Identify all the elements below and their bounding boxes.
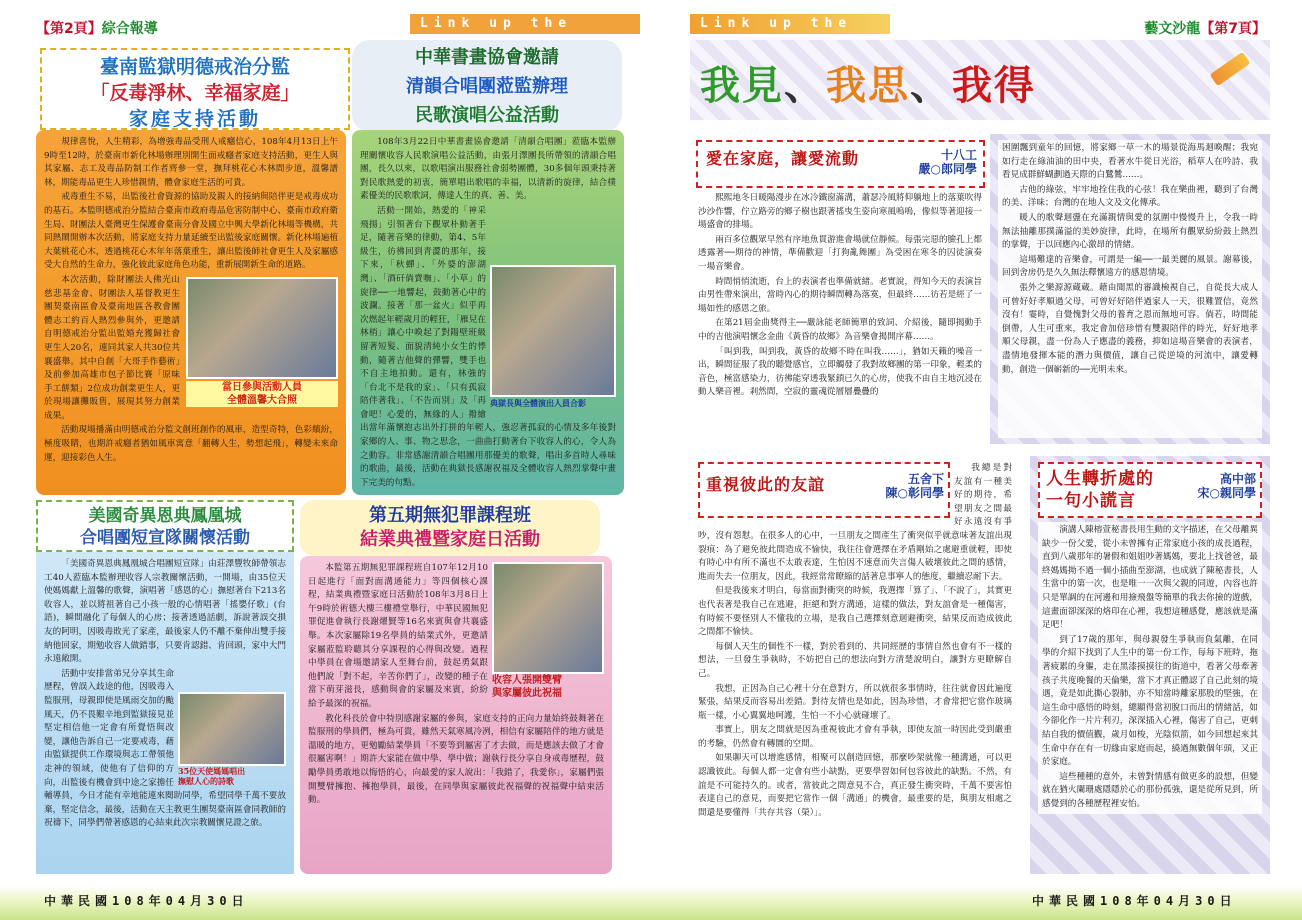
caption-d: 收容人張開雙臂 與家屬彼此祝福 — [492, 675, 562, 699]
article-a — [36, 130, 346, 495]
title-b-line3: 民歌演唱公益活動 — [415, 105, 559, 126]
article-a-p3: 本次活動，除財團法人佛光山慈悲基金會、財團法人基督教更生團契臺南區會及臺南地區各教會團體志工約百人熱烈參與外，更邀請自明德戒治分監出監婚充獲歸社會更生人20名，連同其家人共30位共襄盛舉。其中自創「大哥手作藝術」及前參加高雄市包子節比賽「原味手工餅類」2位成功創業更生人，更於現場讓攤販售，展現其努力創業成果。 — [44, 274, 180, 421]
article-3-author-unit: 五舍下 — [907, 472, 944, 486]
banner-word-1: 我見 — [700, 62, 784, 109]
article-4-author-unit: 高中部 — [1219, 472, 1256, 486]
article-3 — [690, 456, 1020, 874]
article-2-p2: 古他的綠弦，牢牢地拴住我的心弦！我在樂曲裡，聽到了台灣的美、洋味；台灣的在地人文及文化傳承。 — [1002, 184, 1258, 209]
article-3-author — [886, 472, 944, 500]
banner-sep-2: 、 — [910, 62, 952, 109]
article-4-title — [1046, 468, 1154, 512]
article-b-p2: 活動一開始，熱愛的「神采飛揚」引領著台下觀眾朴動著手足，隨著音樂的律動，第4、5年級生，彷彿回到青澀的那年，接下來，「秋蟬」、「外婆的澎湖灣」、「酒矸倘賣嘸」、「小草」的旋律──一地響起，鼓動著心中的波瀾。接著「那一盆火」似乎再次燃起年輕歲月的輕狂，「雁兒在林梢」讓心中喚起了對陽壁班級留著短髮、面貌清純小女生的悸動，隨著吉他聲的彈響，雙手也不自主地拍動。還有，林強的「台北不是我的家」、「只有孤寂陪伴著我」、「不告而別」及「再會吧！心愛的，無緣的人」撥繪出當年滿懷抱志出外打拼的年輕人，強忍著孤寂的心情及多年後對家鄉的人、事、物之思念，一曲曲打動著台下收容人的心，令人為之動容。非常感謝清韻合唱團用那優美的歌聲，唱出多首時人尋味的歌曲，最後，活動在典獄長感謝祝福及全體收容人熱烈掌聲中畫下完美的句點。 — [360, 205, 616, 488]
photo-a-wrap — [186, 277, 338, 405]
article-3-author-name: 陳○彰同學 — [885, 486, 944, 500]
article-2 — [990, 134, 1270, 444]
article-4-author-name: 宋○親同學 — [1197, 486, 1256, 500]
banner-sep-1: 、 — [784, 62, 826, 109]
article-1-p4: 在第21屆金曲獎得主──嚴詠能老師簡單的致詞、介紹後，隨即揭動手中的吉他演唱懷念金曲《黃昏的故鄉》為音樂會揭開序幕……。 — [698, 318, 982, 342]
caption-b: 典獄長與全體演出人員合影 — [490, 397, 586, 408]
right-page-number: 【第7頁】 — [1200, 21, 1266, 37]
photo-b — [490, 265, 616, 397]
article-3-p5: 事實上，朋友之間就是因為重視彼此才會有爭執，即使友誼一時因此受到嚴重的考驗，仍然會有轉圜的空間。 — [698, 725, 1012, 749]
column-banner — [690, 40, 1270, 120]
photo-b-wrap — [490, 265, 616, 415]
title-c-line1: 美國奇異恩典鳳凰城 — [88, 506, 242, 526]
photo-c — [178, 692, 286, 766]
left-link-bar: Link up the — [410, 14, 640, 34]
title-d — [300, 500, 600, 556]
title-c — [36, 500, 294, 552]
title-a-line1: 臺南監獄明德戒治分監 — [99, 56, 290, 78]
article-a-p4: 活動現場播滿由明德戒治分監文創班創作的風車，造型奇特，色彩繽紛，極度吸睛，也期許戒癮者猶如風車寓意「翻轉人生，勢想起飛」，轉變未來命運，迎接彩色人生。 — [44, 425, 338, 463]
title-b-line2: 清韻合唱團蒞監辦理 — [406, 76, 568, 97]
article-c-p2: 活動中安排當弟兄分享其生命歷程，曾誤入歧途的他，因吸毒入監服刑，母親即使是風雨交加的颱風天，仍不畏艱辛地到監獄接見並堅定相信他一定會有所覺悟與改變，讓他告訴自己一定要戒毒，藉由監獄提供工作環境與志工帶領他走神的領域，使他有了信仰的方向，出監後有機會到中途之家擔任輔導員，今日才能有幸地能連來閱助同學，希望同學千萬不要放棄，堅定信念，最後，活動在天主教更生團契臺南區會同教師的祝禱下，同學們帶著感恩的心結束此次宗教關懷見證之旅。 — [44, 668, 286, 829]
article-2-p5: 張外之樂源源蔵蔵。藉由聞黑的審識檢視自己，自從長大成人可曾好好孝順過父母，可曾好好陪伴過家人一天，很難置信，竟然沒有！霎時，自覺愧對父母的養育之恩而無地可容。倘若，時間能倒帶，人生可重來，我定會加倍珍惜有雙親陪伴的時光，好好地孝順父母親，盡一份為人子應盡的義務，抑如這場音樂會的表演者，盡情地發揮本能的潛力與價值，讓自己從逆境的河流中，讓愛轉動，創造一個嶄新的──光明未來。 — [1002, 282, 1258, 375]
article-b — [352, 130, 624, 495]
caption-a: 當日參與活動人員 全體溫馨大合照 — [186, 381, 338, 407]
article-a-p1: 規律喜悅，人生精彩，為增強毒品受刑人戒癮信心，108年4月13日上午9時至12時，於臺南市新化林場辦理別開生面戒癮者家庭支持活動，更生人與其家屬、志工及毒品防制工作者齊參一堂，撫拜桃花心木林間步道，溫馨譜林，期能毒品更生人珍惜親情，體會家庭生活的可貴。 — [44, 137, 338, 188]
article-1-p5: 「叫到我，叫到我，黃昏的故鄉不時在叫我……」，猶如天籟的噪音一出，瞬間征服了我的聽覺感官，立即觸發了我對故鄉團的第一印象，輕柔的音色，極富感染力，彷彿能穿透我緊鎖已久的心房，使我不由自主地沉浸在動人樂音裡。剎然間，空寂的靈魂從層層疊疊的 — [698, 346, 982, 398]
article-d — [300, 556, 612, 874]
left-section-title: 綜合報導 — [101, 21, 158, 37]
title-a — [40, 48, 350, 130]
title-d-line1: 第五期無犯罪課程班 — [369, 505, 531, 526]
right-section-title: 藝文沙龍 — [1144, 21, 1201, 37]
article-4-p1: 演講人陳榕萱秘書長用生動的文字描述，在父母離異缺少一份父愛，從小未曾擁有正常家庭小孩的成長過程，直到八歲那年的暑假和姐姐吵著媽媽，要北上找爸爸，最終媽媽拗不過一個小插曲至澎湖，也成就了陳秘書長，人生當中的第一次，也是唯一一次與父親的同遊，內容也許只是單調的在河邊和用撿飛盤等簡單的我去你撿的遊戲，這畫面卻深深的烙印在心裡，我想這種感覺，應該就是滿足吧！ — [1042, 525, 1258, 631]
right-footer-date: 中華民國108年04月30日 — [1032, 894, 1237, 908]
article-3-p4: 我想，正因為自己心裡十分在意對方，所以就很多事情時，往往就會因此遍度緊張，結果反而容易出差錯。對待友情也是如此，因為珍惜，才會常把它當作玻璃瓶一樣，小心翼翼地呵護，生怕一不小心就碰壞了。 — [698, 683, 1012, 721]
article-d-p2: 教化科長於會中特別感謝家屬的參與，家庭支持的正向力量始終鼓舞著在監服刑的學員們，極為可貴，雖然天氣寒風冷冽，相信有家屬陪伴的地方就是溫暖的地方，更勉勵結業學員「不要等到屬害了才去做，而是應該去做了才會很屬害啊！」期許大家能在做中學、學中做；謝執行長分享自身戒毒歷程，鼓勵學員勇敢地以悔悟的心，向最愛的家人說出：「我錯了，我愛你」，家屬們張開雙臂擁抱、擁抱學員，最後，在同學與家屬彼此祝福聲的祝福聲中結束活動。 — [308, 713, 604, 806]
article-2-body — [998, 140, 1262, 438]
right-page-header — [1144, 18, 1266, 38]
article-1-title-box — [696, 140, 985, 188]
article-1 — [690, 134, 990, 444]
article-2-p3: 暖人的歌聲迴盪在充滿親情與愛的氛圍中慢慢升上，令我一時無法抽離那撲滿溢的美妙旋律，此時，在場所有觀眾紛紛鼓上熱烈的掌聲，于以回應內心激昂的情緒。 — [1002, 212, 1258, 251]
article-3-p1: 我總是對友誼有一種美好的期待，希望朋友之間最好永遠沒有爭吵，沒有怨懟。在很多人的心中，一旦朋友之間產生了衝突似乎就意味著友誼出現裂痕：為了避免彼此間造成不愉快，我往往會選擇在矛盾剛始之處避重就輕，即使有時心中有所不滿也不太敢表達，生怕因不速意而失言傷人破壞彼此之間的感情，進而失去一位朋友，因此，我經常常瞭縮的話著息事寧人的態度，繼續忍耐下去。 — [698, 463, 1012, 582]
article-2-p4: 這場難達的音樂會，可謂是一編──一最美麗的風景。謝幕後，回到舍房仍是久久無法釋懷遠方的感恩情境。 — [1002, 254, 1258, 279]
article-3-p6: 如果聊天可以增進感情，相聚可以創造回憶，那麼吵架就像一種溝通，可以更認識彼此。每個人都一定會有些小缺點，更要學習如何包容彼此的缺點。不然，有誼是不可能持久的。或者，當彼此之間意見不合，真正發生衝突時，千萬不要害怕表達自己的意見，而要把它當作一個「溝通」的機會，最重要的是，與朋友相處之間還是要懂得「共存共容（榮）」。 — [698, 753, 1012, 818]
title-d-line2: 結業典禮暨家庭日活動 — [360, 529, 540, 550]
article-2-p1: 困圍飄到童年的回憶，將家鄉一草一木的場景從海馬迴喚醒；我宛如行走在綠油油的田中央，看著水牛從日光浴，稻草人在吟詩、我看見成群鮮蝴劃過天際的白鷺鷥……。 — [1002, 143, 1258, 181]
article-4-title-box — [1038, 462, 1262, 518]
banner-text — [700, 54, 1036, 111]
article-1-author-name: 嚴○郎同學 — [918, 162, 977, 176]
article-4-p3: 這些種種的意外，未曾對情感有做更多的設想，但變就在猶火闌珊處隱隱於心的那份孤強，還是從所見到，所感覺到的各種歷程裡安怡。 — [1042, 771, 1258, 809]
banner-word-3: 我得 — [952, 62, 1036, 109]
article-1-body — [698, 192, 982, 400]
banner-word-2: 我思 — [826, 62, 910, 109]
article-1-p1: 熙熙地冬日暖陽漫步在冰冷鐵窗滿溝，蕭瑟冷風將仰躺地上的落葉吹得沙沙作響，佇立路旁的鄉子樹也跟著搖曳生姿向寒風嗚嗚，像似等著迎接一場盛會的排場。 — [698, 193, 982, 231]
photo-c-wrap — [178, 692, 286, 788]
left-footer-date: 中華民國108年04月30日 — [44, 894, 249, 908]
article-1-author — [919, 148, 977, 176]
right-link-bar: Link up the — [690, 14, 890, 34]
article-3-title: 重視彼此的友誼 — [706, 475, 826, 494]
title-b-line1: 中華書畫協會邀請 — [415, 47, 559, 68]
title-c-line2: 合唱團短宣隊關懷活動 — [80, 528, 250, 548]
article-4-title-line2: 一句小謊言 — [1046, 491, 1136, 511]
article-3-p2: 但是我後來才明白，每當面對衝突的時候，我選擇「算了」、「不說了」，其實更也代表著是我自己在逃避，拒絕和對方溝通，這樣的做法，對友誼會是一種傷害，有時候不要怪別人不懂我的立場，是我自己選擇刻意迴避衝突，結果反而造成彼此之間都不愉快。 — [698, 586, 1012, 638]
article-4-body — [1038, 522, 1262, 814]
article-d-p1: 本監第五期無犯罪課程班自107年12月10日起進行「面對面溝通能力」等四個核心課程，結業典禮暨家庭日活動於108年3月8日上午9時於術德大樓三樓禮堂舉行，中華民國無犯罪促進會執行長謝燿賢等16名來賓與會共襄盛舉。本次家屬除19名學員的結業式外，更邀請家屬蒞監聆聽其分享課程的心得與改變。過程中學員在會場邀請家人至舞台前，鼓起勇氣跟他們說「對不起，辛苦你們了」，改變的種子在當下萌芽滋長，感動與會的家屬及來賓，紛紛給予最深的祝福。 — [308, 563, 488, 709]
caption-c: 35位天使媽媽唱出 撫慰人心的詩歌 — [178, 765, 246, 786]
article-a-p2: 戒毒重生不易，出監後社會資源的協助及親人的接納與陪伴更是戒毒成功的基石。本監明德戒治分監結合臺南市政府毒品危害防制中心、臺南市政府衛生局、財團法人臺灣更生保護會臺南分會及國立中興大學新化林場等機構，共同熱鬧開辦本次活動，將家庭支持力量延續至出監後家庭關懷。新化林場遍植大葉桃花心木，透過桃花心木年年落葉重生，讓出監後師社會更生人及家屬感受大自然的生命力，強化彼此家庭角色功能，重新展開新生命的道路。 — [44, 192, 338, 271]
article-4-title-line1: 人生轉折處的 — [1046, 469, 1154, 489]
article-1-title: 愛在家庭，讓愛流動 — [706, 149, 860, 168]
article-3-title-box — [698, 462, 950, 518]
title-a-line3: 家庭支持活動 — [128, 108, 261, 130]
article-1-p3: 時間悄悄流逝，台上的表演者也準備就緒。老實說，得知今天的表演旨由男性帶來演出，當時內心的期待瞬間轉為落寞，但最終……彷若是經了一場如性的感恩之旅。 — [698, 276, 982, 314]
photo-d — [492, 562, 604, 674]
title-b — [352, 40, 622, 132]
left-page-number: 【第2頁】 — [36, 21, 102, 37]
article-1-p2: 兩百多位觀眾早然有序地魚貫游進會場就位靜候。每張完惡的臉孔上都透露著──期待的神情，準備歡迎「打狗亂舞團」為受困在寒冬的囚徒演奏一場音樂會。 — [698, 234, 982, 272]
article-4-p2: 到了17歲的那年，與母親發生爭執而負氣離，在同學的介紹下找到了人生中的第一份工作，每每下班時，拖著疲累的身軀，走在黑漆摸摸往的街道中，看著父母牽著孩子共度晚餐的天倫樂，當下才真正體認了自己此刻的境遇，竟是如此撕心裂肺，亦不知當時離家那股的堅強，在這生命中感悟的時刻，總顯得當初脫口而出的情緒話，如今卻化作一片片利刃，深深插入心裡，傷害了自己，更刺結自我的價值觀，歲月如梭，光陰似箭，如今回想起來其生命中存在有一切緣由家庭而起，繞過無數個年頭，又正於家庭。 — [1042, 634, 1258, 768]
left-page-header — [36, 18, 158, 38]
article-4 — [1030, 456, 1270, 874]
pencil-icon — [1210, 52, 1251, 86]
title-a-line2: 「反毒淨林、幸福家庭」 — [90, 82, 300, 104]
article-1-author-unit: 十八工 — [940, 148, 977, 162]
article-3-p3: 每個人天生的個性不一樣，對於看到的、共同經歷的事情自然也會有不一樣的想法，一旦發生爭執時，不妨把自己的想法向對方清楚說明白，讓對方更瞭解自己。 — [698, 641, 1012, 679]
photo-a — [186, 277, 338, 379]
article-c-p1: 「美國奇異恩典鳳凰城合唱團短宣隊」由莊澤豐牧師帶領志工40人蒞臨本監辦理收容人宗教關懷活動，一開場，由35位天使媽媽獻上溫馨的歌聲，演唱著「感恩的心」撫慰著台下213名收容人，並以將祖著自己小孩一般的心情唱著「搖嬰仔歌」(台語)，瞬間融化了每個人的心房；接著透過話劇，訴說著誤交損友的阿明，因吸毒敗光了家產，最後家人仍不離不棄伸出雙手接納他回家，期勉收容人做錯事，只要肯認錯、肯回頭，家中大門永遠敞開。 — [44, 559, 286, 665]
article-c — [36, 552, 294, 874]
photo-d-wrap — [492, 562, 604, 708]
article-b-p1: 108年3月22日中華書畫協會邀請「清韻合唱團」蒞臨本監辦理關懷收容人民歌演唱公益活動，由張月澤團長所帶領的清韻合唱團，長久以來，以歌唱演出服務社會弱勢團體，30多個年頭秉持著對民歌熱愛的初衷，簡單唱出歌唱的幸福，以清新的旋律，結合樸素優美的民歌歌詞，傳達人生的真、善、美。 — [360, 137, 616, 202]
article-4-author — [1198, 472, 1256, 500]
